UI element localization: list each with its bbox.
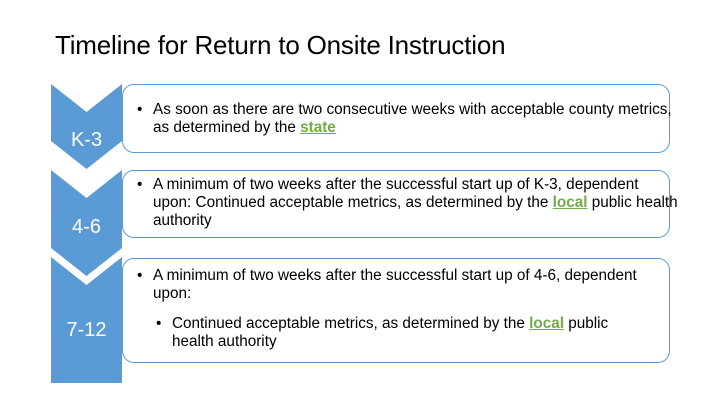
grade-label: 4-6 xyxy=(72,216,101,238)
slide-title: Timeline for Return to Onsite Instruction xyxy=(55,30,506,60)
highlight-state: state xyxy=(300,119,336,136)
grade-label: K-3 xyxy=(70,129,103,151)
content-box-4-6 xyxy=(122,170,678,238)
chevron-k-3 xyxy=(51,84,122,169)
sub-bullet-item xyxy=(156,315,652,351)
bullet-text: Continued acceptable metrics, as determined by the xyxy=(172,315,530,332)
bullet-text-end: public health authority xyxy=(172,315,609,350)
bullet-text: As soon as there are two consecutive weeks with acceptable county metrics, as determined by the xyxy=(153,101,672,136)
bullet-text-end: public health authority xyxy=(153,194,678,229)
highlight-local: local xyxy=(529,315,564,332)
grade-label: 7-12 xyxy=(66,319,107,341)
bullet-item xyxy=(137,176,678,230)
bullet-item xyxy=(137,101,673,137)
chevron-shape xyxy=(51,84,122,169)
content-box-7-12 xyxy=(122,258,670,363)
chevron-7-12 xyxy=(51,257,122,383)
content-box-k-3 xyxy=(122,84,670,153)
highlight-local: local xyxy=(552,194,588,211)
bullet-text: A minimum of two weeks after the successful start up of K-3, dependent upon: Continued acceptable metrics, as determined by the xyxy=(153,176,639,211)
bullet-item: • A minimum of two weeks after the successful start up of 4-6, dependent upon: xyxy=(137,267,678,303)
